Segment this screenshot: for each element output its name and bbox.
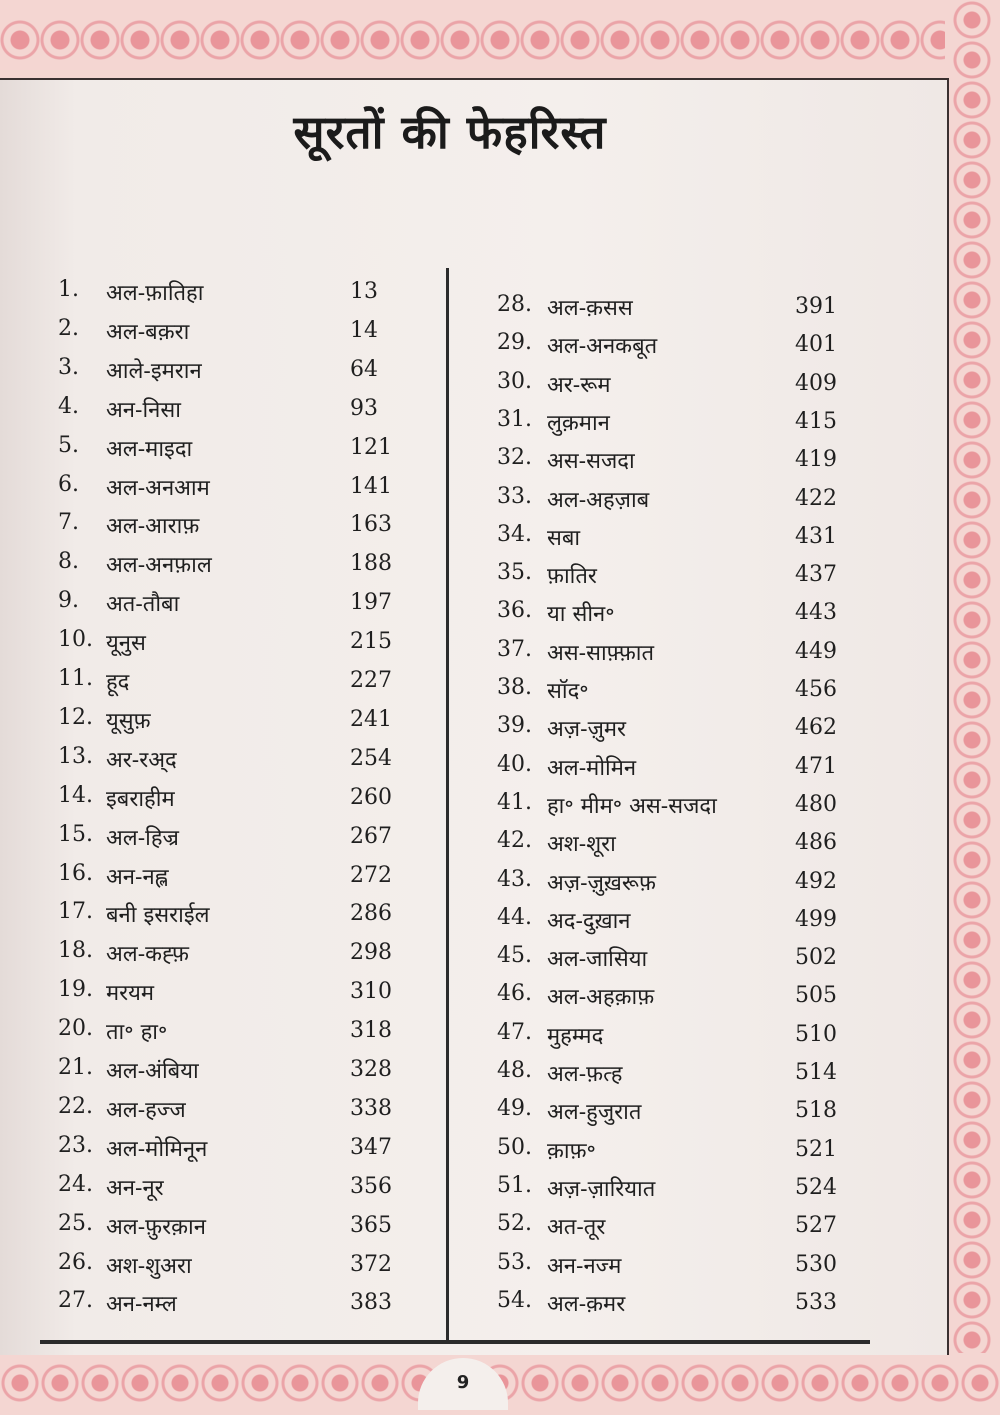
surah-name: अल-मोमिन xyxy=(547,755,637,781)
entry-number: 37. xyxy=(497,636,532,662)
entry-number: 8. xyxy=(58,549,79,575)
surah-name: अज़-ज़ुमर xyxy=(547,717,627,743)
toc-entry xyxy=(58,822,458,858)
surah-name: अल-हज्ज xyxy=(106,1097,186,1123)
entry-number: 50. xyxy=(497,1134,532,1160)
column-divider xyxy=(446,268,449,1340)
toc-entry xyxy=(58,433,458,469)
toc-entry xyxy=(497,943,897,979)
toc-entry xyxy=(497,445,897,481)
entry-number: 30. xyxy=(497,368,532,394)
page-reference: 518 xyxy=(795,1098,837,1124)
surah-name: इबराहीम xyxy=(106,786,175,812)
page-reference: 492 xyxy=(795,868,837,894)
page-reference: 241 xyxy=(350,706,392,732)
entry-number: 44. xyxy=(497,904,532,930)
surah-name: अल-कह्फ़ xyxy=(106,942,189,968)
toc-entry xyxy=(497,675,897,711)
entry-number: 20. xyxy=(58,1016,93,1042)
toc-entry xyxy=(497,484,897,520)
surah-name: अर-रअ्द xyxy=(106,747,177,773)
entry-number: 46. xyxy=(497,981,532,1007)
toc-entry xyxy=(58,394,458,430)
toc-entry xyxy=(497,560,897,596)
entry-number: 48. xyxy=(497,1058,532,1083)
page-reference: 510 xyxy=(795,1021,837,1047)
toc-entry xyxy=(58,861,458,897)
toc-entry xyxy=(497,522,897,558)
surah-name: अल-अनकबूत xyxy=(547,334,658,360)
entry-number: 52. xyxy=(497,1211,532,1237)
toc-entry xyxy=(58,277,458,313)
page-reference: 437 xyxy=(795,562,837,588)
page-reference: 93 xyxy=(350,395,378,421)
page-reference: 449 xyxy=(795,638,837,664)
toc-entry xyxy=(497,790,897,826)
entry-number: 13. xyxy=(58,743,93,769)
toc-entry xyxy=(58,549,458,585)
surah-name: अन-नह्ल xyxy=(106,864,169,890)
page-reference: 401 xyxy=(795,332,837,358)
page-reference: 298 xyxy=(350,940,392,966)
toc-entry xyxy=(497,828,897,864)
page-reference: 462 xyxy=(795,715,837,741)
page-reference: 415 xyxy=(795,408,837,434)
surah-name: अल-अनआम xyxy=(106,475,210,501)
entry-number: 54. xyxy=(497,1287,532,1313)
toc-entry xyxy=(58,510,458,546)
page-reference: 347 xyxy=(350,1134,392,1160)
page-reference: 121 xyxy=(350,434,392,460)
toc-entry xyxy=(58,472,458,508)
surah-name: अल-क़सस xyxy=(547,296,633,321)
page-reference: 260 xyxy=(350,784,392,810)
page-reference: 530 xyxy=(795,1251,837,1277)
decorative-border-right xyxy=(945,0,1000,1415)
page-reference: 431 xyxy=(795,523,837,549)
entry-number: 22. xyxy=(58,1093,93,1119)
entry-number: 12. xyxy=(58,704,93,730)
page-reference: 443 xyxy=(795,600,837,626)
page-number: 9 xyxy=(456,1372,470,1393)
surah-name: अल-मोमिनून xyxy=(106,1136,208,1162)
entry-number: 33. xyxy=(497,483,532,509)
page-reference: 267 xyxy=(350,823,392,849)
entry-number: 47. xyxy=(497,1019,532,1045)
surah-name: सबा xyxy=(547,525,581,551)
surah-name: अन-निसा xyxy=(106,397,181,423)
surah-name: अल-अंबिया xyxy=(106,1059,199,1084)
toc-entry xyxy=(58,744,458,780)
entry-number: 49. xyxy=(497,1096,532,1122)
entry-number: 7. xyxy=(58,510,79,536)
surah-name: अश-शुअरा xyxy=(106,1253,192,1279)
entry-number: 19. xyxy=(58,977,93,1003)
entry-number: 26. xyxy=(58,1249,93,1275)
surah-name: आले-इमरान xyxy=(106,358,202,384)
entry-number: 15. xyxy=(58,821,93,847)
toc-entry xyxy=(58,1288,458,1324)
toc-entry xyxy=(58,1133,458,1169)
page-reference: 502 xyxy=(795,945,837,971)
surah-name: अल-फ़ातिहा xyxy=(106,281,204,306)
toc-entry xyxy=(497,1058,897,1094)
page-reference: 499 xyxy=(795,906,837,932)
entry-number: 2. xyxy=(58,315,79,341)
toc-entry xyxy=(58,1250,458,1286)
entry-number: 16. xyxy=(58,860,93,886)
entry-number: 40. xyxy=(497,751,532,777)
toc-entry xyxy=(497,1020,897,1056)
page-reference: 254 xyxy=(350,745,392,771)
page-reference: 456 xyxy=(795,677,837,702)
toc-entry xyxy=(497,1211,897,1247)
entry-number: 31. xyxy=(497,406,532,432)
page-reference: 365 xyxy=(350,1212,392,1238)
toc-entry xyxy=(497,407,897,443)
toc-entry xyxy=(58,355,458,391)
surah-name: फ़ातिर xyxy=(547,564,597,590)
entry-number: 17. xyxy=(58,899,93,925)
entry-number: 1. xyxy=(58,277,79,302)
surah-name: अल-अहक़ाफ़ xyxy=(547,985,655,1011)
page-reference: 338 xyxy=(350,1095,392,1121)
surah-name: अल-हिज्र xyxy=(106,825,179,851)
surah-name: यूसुफ़ xyxy=(106,708,151,734)
entry-number: 28. xyxy=(497,292,532,317)
entry-number: 42. xyxy=(497,828,532,854)
entry-number: 21. xyxy=(58,1055,93,1080)
surah-name: मरयम xyxy=(106,981,155,1007)
toc-entry xyxy=(497,330,897,366)
entry-number: 18. xyxy=(58,938,93,964)
toc-entry xyxy=(497,1288,897,1324)
toc-entry xyxy=(58,977,458,1013)
page-reference: 13 xyxy=(350,279,378,304)
surah-name: ता॰ हा॰ xyxy=(106,1020,168,1046)
surah-name: अन-नम्ल xyxy=(106,1292,177,1318)
page-reference: 310 xyxy=(350,979,392,1005)
toc-entry xyxy=(497,637,897,673)
surah-name: अस-साफ़्फ़ात xyxy=(547,640,655,666)
surah-name: अल-अहज़ाब xyxy=(547,487,650,513)
toc-entry xyxy=(58,783,458,819)
toc-entry xyxy=(58,666,458,702)
page-reference: 356 xyxy=(350,1173,392,1199)
page-reference: 197 xyxy=(350,590,392,616)
surah-name: क़ाफ़॰ xyxy=(547,1138,596,1164)
page-reference: 391 xyxy=(795,294,837,319)
page-reference: 524 xyxy=(795,1174,837,1200)
surah-name: अद-दुख़ान xyxy=(547,908,631,934)
entry-number: 4. xyxy=(58,393,79,419)
surah-name: अर-रूम xyxy=(547,372,611,398)
surah-name: हूद xyxy=(106,670,130,695)
page-reference: 486 xyxy=(795,830,837,856)
surah-name: अन-नज्म xyxy=(547,1253,622,1279)
toc-entry xyxy=(497,598,897,634)
entry-number: 3. xyxy=(58,354,79,380)
toc-entry xyxy=(58,316,458,352)
page-reference: 14 xyxy=(350,317,378,343)
entry-number: 10. xyxy=(58,627,93,653)
page-title: सूरतों की फेहरिस्त xyxy=(293,105,607,159)
surah-name: अश-शूरा xyxy=(547,832,616,858)
page-reference: 328 xyxy=(350,1057,392,1082)
entry-number: 45. xyxy=(497,943,532,969)
surah-name: अल-हुजुरात xyxy=(547,1100,642,1126)
entry-number: 36. xyxy=(497,598,532,624)
entry-number: 11. xyxy=(58,666,93,691)
entry-number: 38. xyxy=(497,675,532,700)
toc-entry xyxy=(497,1250,897,1286)
entry-number: 43. xyxy=(497,866,532,892)
toc-entry xyxy=(58,1055,458,1091)
page-reference: 533 xyxy=(795,1289,837,1315)
page-reference: 188 xyxy=(350,551,392,577)
page-reference: 64 xyxy=(350,356,378,382)
entry-number: 9. xyxy=(58,588,79,614)
page-reference: 471 xyxy=(795,753,837,779)
toc-entry xyxy=(58,588,458,624)
page-reference: 141 xyxy=(350,473,392,499)
entry-number: 25. xyxy=(58,1210,93,1236)
surah-name: हा॰ मीम॰ अस-सजदा xyxy=(547,793,717,819)
surah-name: अल-आराफ़ xyxy=(106,514,200,540)
toc-entry xyxy=(497,867,897,903)
entry-number: 24. xyxy=(58,1171,93,1197)
entry-number: 29. xyxy=(497,330,532,356)
surah-name: मुहम्मद xyxy=(547,1023,604,1049)
page-reference: 422 xyxy=(795,485,837,511)
page-reference: 272 xyxy=(350,862,392,888)
toc-entry xyxy=(497,713,897,749)
toc-entry xyxy=(58,938,458,974)
page-reference: 227 xyxy=(350,668,392,693)
entry-number: 32. xyxy=(497,445,532,471)
toc-entry xyxy=(497,981,897,1017)
toc-entry xyxy=(58,1016,458,1052)
surah-name: अस-सजदा xyxy=(547,449,635,475)
entry-number: 27. xyxy=(58,1288,93,1314)
entry-number: 39. xyxy=(497,713,532,739)
page-reference: 163 xyxy=(350,512,392,538)
page-reference: 505 xyxy=(795,983,837,1009)
toc-entry xyxy=(497,369,897,405)
toc-entry xyxy=(497,292,897,328)
entry-number: 23. xyxy=(58,1132,93,1158)
surah-name: अज़-ज़ारियात xyxy=(547,1176,656,1202)
page-reference: 215 xyxy=(350,629,392,655)
toc-entry xyxy=(58,1172,458,1208)
surah-name: अल-माइदा xyxy=(106,436,193,462)
toc-entry xyxy=(497,752,897,788)
page-reference: 318 xyxy=(350,1018,392,1044)
decorative-border-top xyxy=(0,0,1000,80)
surah-name: अल-क़मर xyxy=(547,1291,626,1317)
surah-name: अल-जासिया xyxy=(547,947,648,973)
page-reference: 286 xyxy=(350,901,392,927)
surah-name: या सीन॰ xyxy=(547,602,615,628)
surah-name: अज़-ज़ुख़रूफ़ xyxy=(547,870,656,896)
toc-entry xyxy=(58,627,458,663)
toc-entry xyxy=(497,1096,897,1132)
entry-number: 53. xyxy=(497,1249,532,1275)
page-reference: 527 xyxy=(795,1213,837,1239)
surah-name: अल-अनफ़ाल xyxy=(106,553,212,579)
surah-name: अत-तौबा xyxy=(106,592,180,618)
surah-name: अल-बक़रा xyxy=(106,319,190,345)
toc-entry xyxy=(58,1211,458,1247)
entry-number: 51. xyxy=(497,1172,532,1198)
surah-name: बनी इसराईल xyxy=(106,903,210,929)
bottom-rule xyxy=(40,1340,870,1344)
entry-number: 41. xyxy=(497,789,532,815)
surah-name: यूनुस xyxy=(106,631,146,657)
toc-entry xyxy=(497,905,897,941)
page-reference: 514 xyxy=(795,1060,837,1085)
surah-name: अल-फ़ुरक़ान xyxy=(106,1214,206,1240)
entry-number: 14. xyxy=(58,782,93,808)
toc-entry xyxy=(497,1173,897,1209)
page-reference: 383 xyxy=(350,1290,392,1316)
entry-number: 35. xyxy=(497,560,532,586)
toc-entry xyxy=(497,1135,897,1171)
surah-name: अन-नूर xyxy=(106,1175,164,1201)
page-reference: 372 xyxy=(350,1251,392,1277)
page-reference: 521 xyxy=(795,1136,837,1162)
toc-entry xyxy=(58,899,458,935)
toc-entry xyxy=(58,705,458,741)
page-reference: 419 xyxy=(795,447,837,473)
entry-number: 34. xyxy=(497,521,532,547)
entry-number: 6. xyxy=(58,471,79,497)
toc-entry xyxy=(58,1094,458,1130)
surah-name: सॉद॰ xyxy=(547,679,589,704)
surah-name: अत-तूर xyxy=(547,1215,606,1241)
surah-name: लुक़मान xyxy=(547,410,610,436)
surah-name: अल-फ़त्ह xyxy=(547,1062,623,1087)
page-reference: 480 xyxy=(795,791,837,817)
page-reference: 409 xyxy=(795,370,837,396)
entry-number: 5. xyxy=(58,432,79,458)
